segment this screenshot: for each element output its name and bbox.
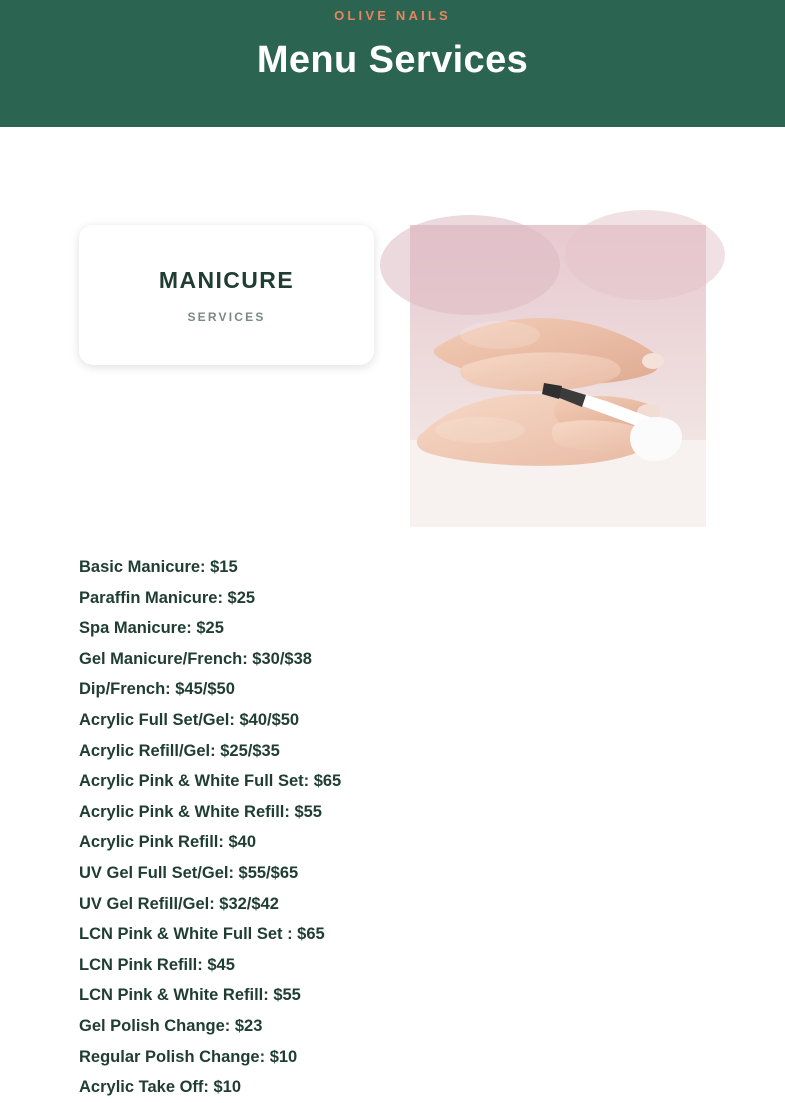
list-item: UV Gel Refill/Gel: $32/$42 — [79, 894, 279, 913]
list-item: Basic Manicure: $15 — [79, 558, 238, 576]
list-item: LCN Pink & White Full Set : $65 — [79, 925, 325, 944]
list-item: Paraffin Manicure: $25 — [79, 588, 256, 607]
services-price-list — [79, 552, 719, 1103]
list-item: Acrylic Refill/Gel: $25/$35 — [79, 741, 280, 760]
list-item: LCN Pink Refill: $45 — [79, 955, 235, 974]
list-item: UV Gel Full Set/Gel: $55/$65 — [79, 863, 299, 882]
list-item: LCN Pink & White Refill: $55 — [79, 986, 301, 1005]
list-item: Dip/French: $45/$50 — [79, 680, 235, 699]
list-item: Acrylic Full Set/Gel: $40/$50 — [79, 710, 300, 729]
list-item: Gel Polish Change: $23 — [79, 1016, 263, 1035]
manicure-category-card — [79, 225, 374, 365]
category-title: MANICURE — [158, 266, 295, 293]
manicure-photo-illustration — [410, 225, 706, 527]
list-item: Gel Manicure/French: $30/$38 — [79, 649, 312, 668]
list-item: Regular Polish Change: $10 — [79, 1047, 298, 1066]
page-title: Menu Services — [256, 39, 529, 81]
list-item: Acrylic Pink & White Full Set: $65 — [79, 772, 342, 791]
list-item: Spa Manicure: $25 — [79, 619, 224, 638]
category-subtitle: SERVICES — [187, 309, 266, 324]
list-item: Acrylic Pink Refill: $40 — [79, 833, 256, 852]
manicure-photo — [410, 225, 706, 527]
brand-name: OLIVE NAILS — [334, 8, 451, 23]
page-header — [0, 0, 785, 127]
list-item: Acrylic Pink & White Refill: $55 — [79, 802, 322, 821]
list-item: Acrylic Take Off: $10 — [79, 1078, 242, 1097]
